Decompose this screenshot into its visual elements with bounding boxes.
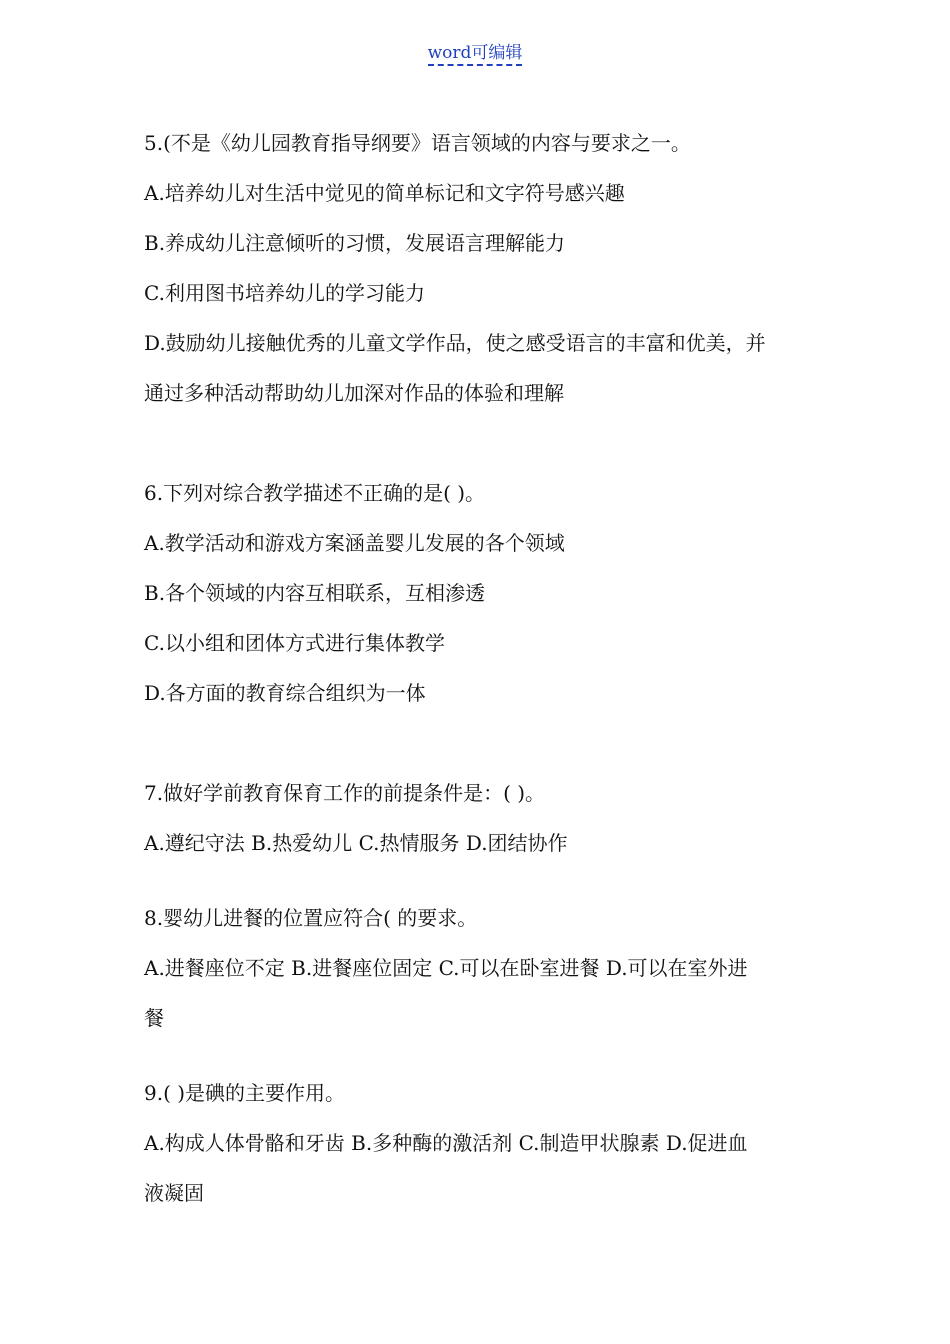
option-line: D.各方面的教育综合组织为一体	[144, 681, 426, 705]
option-line: A.进餐座位不定 B.进餐座位固定 C.可以在卧室进餐 D.可以在室外进	[144, 956, 748, 980]
option-line: A.构成人体骨骼和牙齿 B.多种酶的激活剂 C.制造甲状腺素 D.促进血	[144, 1131, 748, 1155]
option-line: D.鼓励幼儿接触优秀的儿童文学作品，使之感受语言的丰富和优美，并	[144, 331, 766, 355]
question-8	[144, 893, 824, 1043]
option-line: C.以小组和团体方式进行集体教学	[144, 631, 445, 655]
question-stem: 8.婴幼儿进餐的位置应符合( 的要求。	[144, 906, 478, 930]
word-editable-link[interactable]: word可编辑	[428, 43, 523, 66]
option-line: 通过多种活动帮助幼儿加深对作品的体验和理解	[144, 381, 564, 405]
spacer	[144, 1043, 824, 1068]
option-line: B.各个领域的内容互相联系，互相渗透	[144, 581, 486, 605]
option-line: 餐	[144, 1006, 164, 1030]
spacer	[144, 718, 824, 768]
option-line: C.利用图书培养幼儿的学习能力	[144, 281, 425, 305]
spacer	[144, 418, 824, 468]
question-9	[144, 1068, 824, 1218]
question-6	[144, 468, 824, 718]
question-stem: 5.(不是《幼儿园教育指导纲要》语言领域的内容与要求之一。	[144, 131, 691, 155]
option-line: A.教学活动和游戏方案涵盖婴儿发展的各个领域	[144, 531, 565, 555]
page-header	[0, 38, 950, 63]
question-5	[144, 118, 824, 418]
question-stem: 6.下列对综合教学描述不正确的是( )。	[144, 481, 486, 505]
spacer	[144, 868, 824, 893]
question-stem: 7.做好学前教育保育工作的前提条件是：( )。	[144, 781, 546, 805]
option-line: A.遵纪守法 B.热爱幼儿 C.热情服务 D.团结协作	[144, 831, 568, 855]
document-body	[144, 118, 824, 1218]
question-stem: 9.( )是碘的主要作用。	[144, 1081, 346, 1105]
option-line: B.养成幼儿注意倾听的习惯，发展语言理解能力	[144, 231, 566, 255]
option-line: 液凝固	[144, 1181, 204, 1205]
option-line: A.培养幼儿对生活中觉见的简单标记和文字符号感兴趣	[144, 181, 625, 205]
question-7	[144, 768, 824, 868]
